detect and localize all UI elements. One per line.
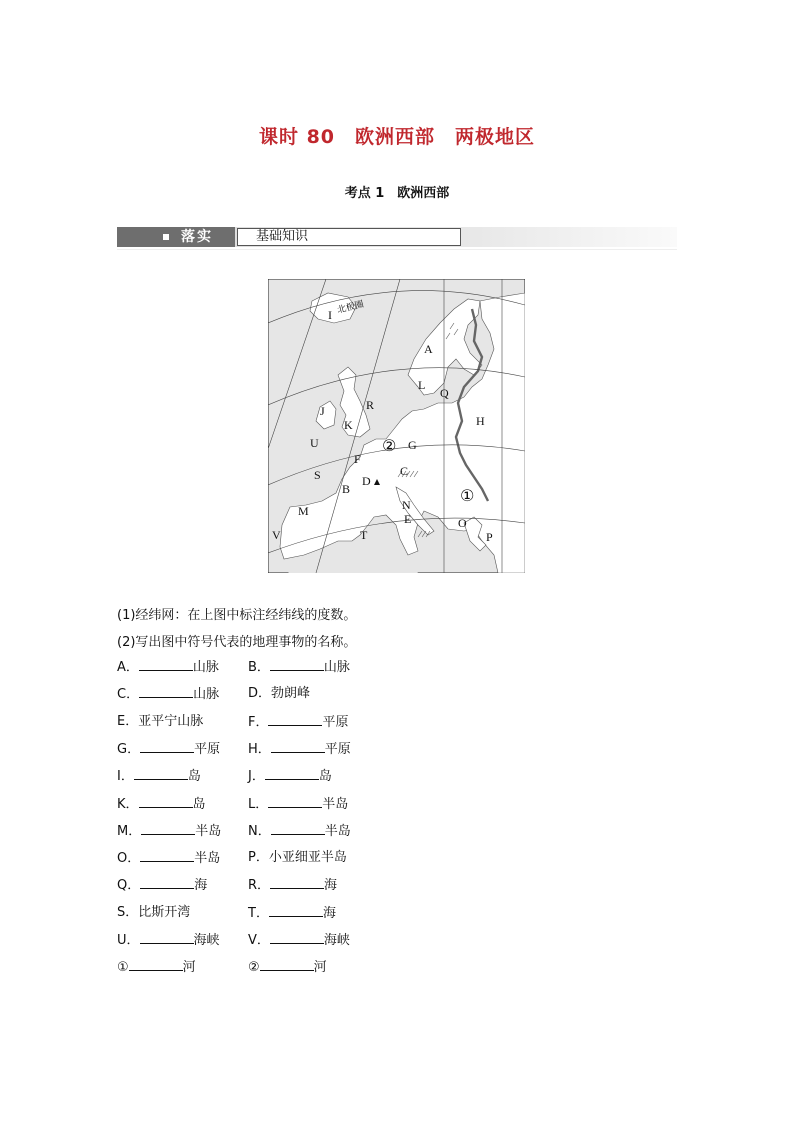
item-prefix: H．: [248, 741, 271, 757]
answer-item: [117, 713, 203, 731]
answer-item: [248, 904, 336, 923]
item-suffix: 海: [194, 878, 208, 894]
fill-in-blank[interactable]: [140, 849, 194, 862]
item-prefix: K．: [117, 796, 139, 812]
answer-item: [248, 658, 350, 677]
answer-item: [117, 795, 206, 814]
item-prefix: Q．: [117, 878, 141, 894]
item-prefix: I．: [117, 769, 134, 785]
item-prefix: R．: [248, 878, 271, 894]
banner-tag: [117, 227, 235, 247]
answer-item: [117, 740, 220, 759]
answer-item: [248, 767, 332, 786]
europe-map: [268, 279, 525, 573]
fill-in-blank[interactable]: [271, 740, 325, 753]
item-suffix: 山脉: [193, 687, 220, 703]
map-label-Q: Q: [440, 386, 449, 400]
map-label-T: T: [360, 528, 368, 542]
map-label-K: K: [344, 418, 353, 432]
item-prefix: U．: [117, 933, 140, 948]
page-title: 课时 80 欧洲西部 两极地区: [258, 126, 536, 148]
fill-in-blank[interactable]: [270, 658, 324, 671]
item-suffix: 半岛: [324, 823, 351, 839]
map-label-U: U: [310, 436, 319, 450]
item-prefix: E．亚平宁山脉: [117, 713, 204, 729]
answer-item: [117, 876, 207, 895]
map-label-R: R: [366, 398, 375, 412]
arctic-circle-label: 北极圈: [336, 299, 365, 316]
answer-row: [117, 767, 597, 785]
answer-item: [248, 958, 327, 977]
answer-item: [117, 822, 221, 841]
map-label-B: B: [342, 482, 351, 496]
item-prefix: O．: [117, 851, 141, 867]
map-label-A: A: [424, 342, 433, 356]
item-suffix: 海峡: [193, 933, 220, 948]
item-prefix: C．: [117, 687, 140, 703]
square-bullet-icon: [163, 234, 169, 240]
item-prefix: ②: [248, 960, 260, 976]
answer-item: [248, 931, 350, 950]
answer-row: [117, 958, 597, 976]
answer-item: [117, 904, 190, 922]
fill-in-blank[interactable]: [129, 958, 183, 971]
banner-underline: [117, 249, 677, 250]
answer-row: [117, 931, 597, 949]
map-label-H: H: [476, 414, 485, 428]
answer-item: [117, 849, 220, 868]
fill-in-blank[interactable]: [269, 904, 323, 917]
fill-in-blank[interactable]: [140, 876, 194, 889]
fill-in-blank[interactable]: [271, 822, 325, 835]
map-label-J: J: [320, 404, 325, 418]
fill-in-blank[interactable]: [139, 658, 193, 671]
item-prefix: L．: [248, 796, 269, 812]
answer-row: [117, 822, 597, 840]
map-label-P: P: [486, 530, 493, 544]
item-prefix: T．: [248, 905, 269, 921]
item-prefix: N．: [248, 823, 271, 839]
banner-tag-label: 落实: [181, 229, 213, 245]
item-suffix: 山脉: [192, 660, 219, 675]
map-label-D: D: [362, 474, 371, 488]
item-suffix: 河: [182, 960, 196, 976]
fill-in-blank[interactable]: [134, 767, 188, 780]
item-suffix: 海: [324, 878, 338, 894]
question-2: (2)写出图中符号代表的地理事物的名称。: [117, 635, 357, 650]
fill-in-blank[interactable]: [139, 795, 193, 808]
fill-in-blank[interactable]: [260, 958, 314, 971]
fill-in-blank[interactable]: [140, 931, 194, 944]
answer-item: [248, 822, 351, 841]
answer-item: [117, 767, 201, 786]
fill-in-blank[interactable]: [265, 767, 319, 780]
answer-item: [117, 685, 219, 704]
item-prefix: M．: [117, 823, 142, 839]
map-label-G: G: [408, 438, 417, 452]
item-suffix: 河: [313, 960, 327, 976]
answer-item: [117, 931, 220, 950]
map-label-C: C: [400, 464, 409, 478]
item-suffix: 岛: [318, 769, 332, 785]
item-prefix: J．: [248, 769, 265, 785]
answer-item: [248, 685, 310, 703]
map-label-E: E: [404, 512, 412, 526]
item-suffix: 平原: [324, 741, 351, 757]
answer-row: [117, 658, 597, 676]
fill-in-blank[interactable]: [141, 822, 195, 835]
item-prefix: A．: [117, 660, 139, 675]
item-suffix: 半岛: [195, 823, 222, 839]
answer-row: [117, 904, 597, 922]
answer-row: [117, 740, 597, 758]
item-suffix: 半岛: [194, 851, 221, 867]
map-label-S: S: [314, 468, 321, 482]
answer-row: [117, 713, 597, 731]
answer-row: [117, 795, 597, 813]
item-suffix: 山脉: [323, 660, 350, 675]
item-suffix: 海: [322, 905, 336, 921]
answer-row: [117, 876, 597, 894]
banner-label: 基础知识: [256, 229, 309, 244]
answer-item: [248, 795, 348, 814]
map-label-N: N: [402, 498, 411, 512]
question-1: (1)经纬网：在上图中标注经纬线的度数。: [117, 608, 357, 623]
fill-in-blank[interactable]: [140, 740, 194, 753]
fill-in-blank[interactable]: [139, 685, 193, 698]
answer-item: [248, 713, 349, 732]
map-label-V: V: [272, 528, 281, 542]
item-prefix: ①: [117, 960, 129, 976]
map-label-M: M: [298, 504, 309, 518]
answer-item: [248, 740, 351, 759]
item-suffix: 岛: [192, 796, 206, 812]
answer-row: [117, 685, 597, 703]
fill-in-blank[interactable]: [268, 713, 322, 726]
item-suffix: 半岛: [322, 796, 349, 812]
fill-in-blank[interactable]: [270, 931, 324, 944]
item-prefix: B．: [248, 660, 270, 675]
fill-in-blank[interactable]: [268, 795, 322, 808]
answer-item: [117, 658, 219, 677]
answer-item: [117, 958, 196, 977]
answer-row: [117, 849, 597, 867]
item-prefix: F．: [248, 714, 269, 730]
item-prefix: D．勃朗峰: [248, 686, 311, 702]
map-label-O: O: [458, 516, 467, 530]
item-suffix: 海峡: [323, 933, 350, 948]
banner-label-box: [237, 228, 461, 246]
item-prefix: S．比斯开湾: [117, 904, 191, 920]
map-label-circle1: ①: [460, 486, 475, 505]
answer-item: [248, 876, 337, 895]
fill-in-blank[interactable]: [270, 876, 324, 889]
item-prefix: V．: [248, 933, 270, 948]
item-prefix: G．: [117, 741, 141, 757]
item-suffix: 平原: [322, 714, 349, 730]
item-prefix: P．小亚细亚半岛: [248, 850, 347, 866]
map-label-I: I: [328, 308, 332, 322]
map-label-circle2: ②: [382, 436, 397, 455]
answer-item: [248, 849, 347, 867]
item-suffix: 岛: [187, 769, 201, 785]
map-label-L: L: [418, 378, 426, 392]
section-banner: [117, 227, 677, 247]
section-subtitle: 考点 1 欧洲西部: [344, 186, 450, 201]
map-label-F: F: [354, 452, 361, 466]
item-suffix: 平原: [194, 741, 221, 757]
